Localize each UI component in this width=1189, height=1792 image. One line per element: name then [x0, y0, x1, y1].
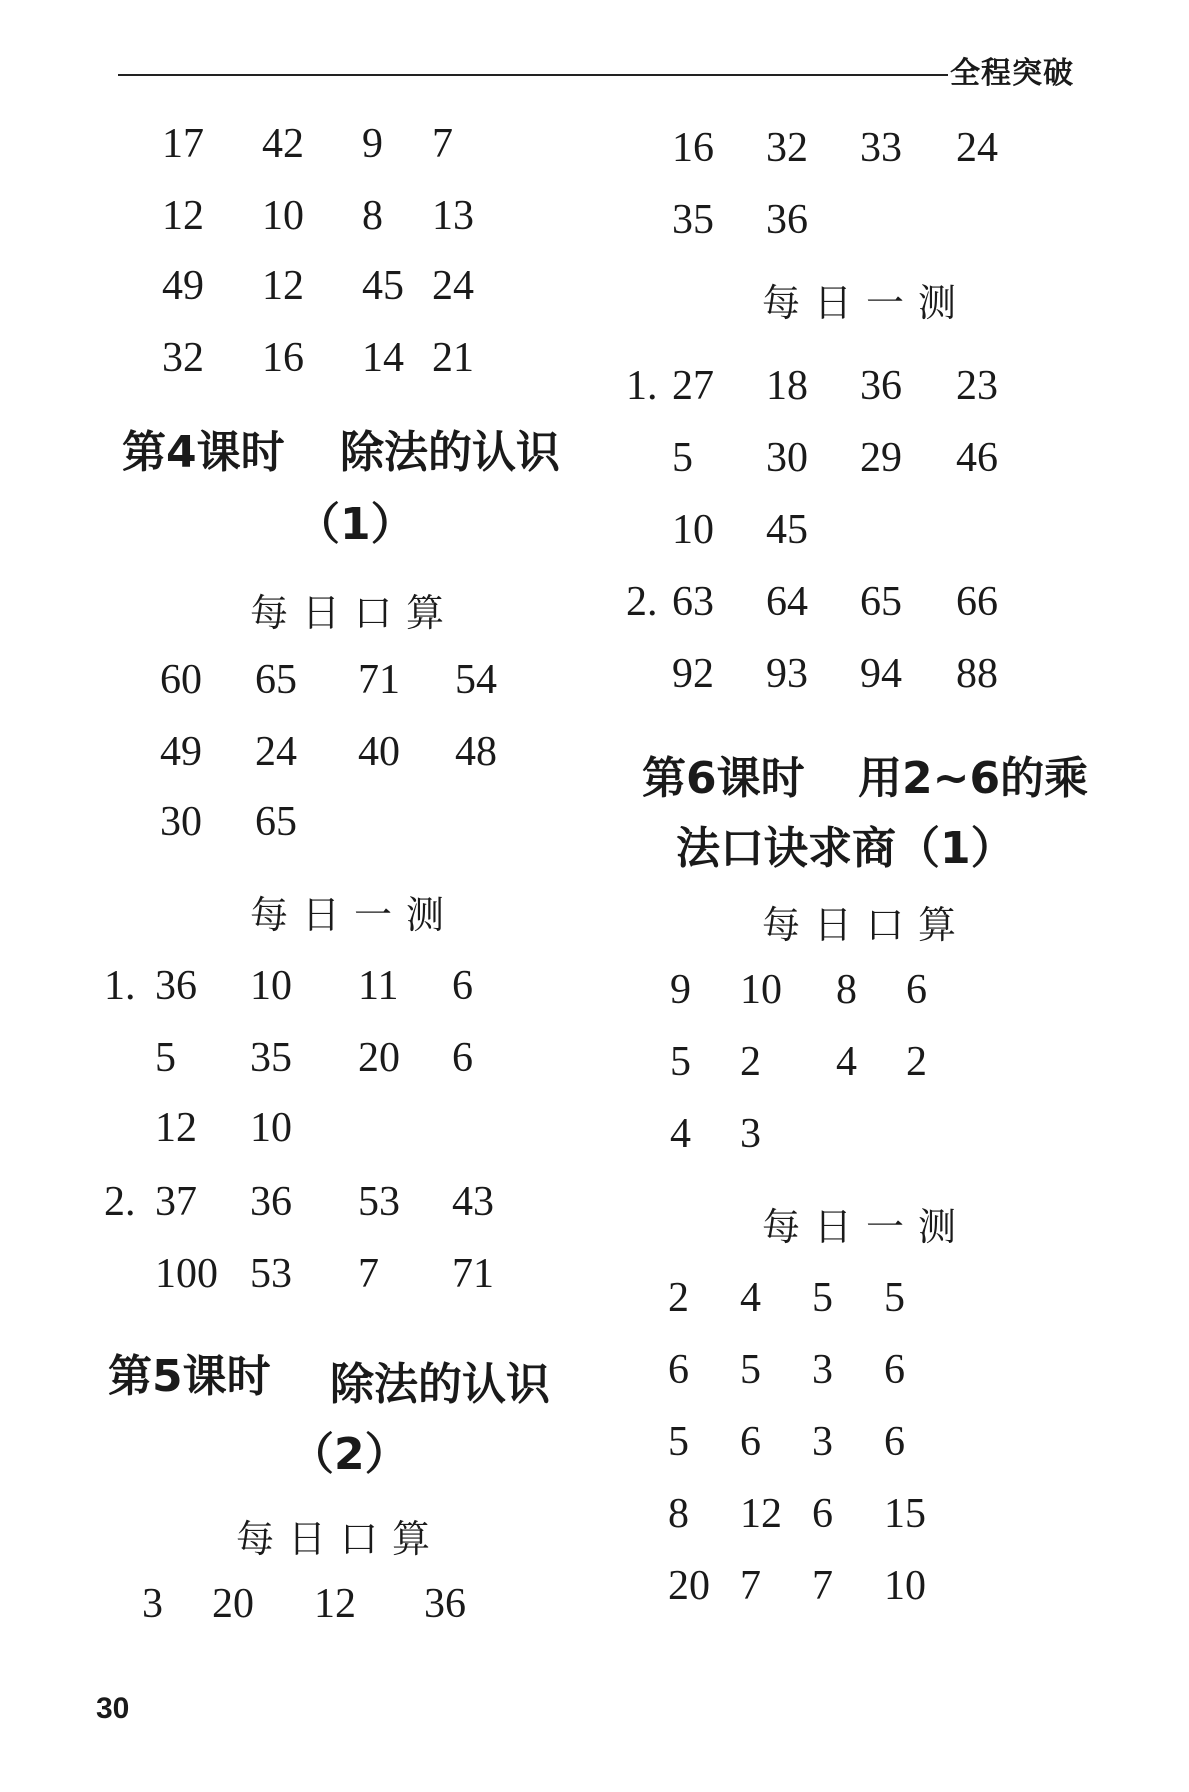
number-cell: 6 [668, 1347, 689, 1393]
number-cell: 43 [452, 1179, 494, 1225]
number-cell: 2. [104, 1179, 136, 1225]
number-cell: 20 [668, 1563, 710, 1609]
number-cell: 6 [884, 1347, 905, 1393]
number-cell: 48 [455, 729, 497, 775]
number-cell: 17 [162, 121, 204, 167]
number-cell: 16 [672, 125, 714, 171]
number-cell: 1. [104, 963, 136, 1009]
number-cell: 32 [162, 335, 204, 381]
number-cell: 12 [262, 263, 304, 309]
number-cell: 65 [860, 579, 902, 625]
number-cell: 20 [358, 1035, 400, 1081]
number-cell: 35 [672, 197, 714, 243]
section-label: 每日口算 [236, 1517, 445, 1561]
number-cell: 7 [740, 1563, 761, 1609]
number-cell: 88 [956, 651, 998, 697]
number-cell: 53 [358, 1179, 400, 1225]
number-cell: 10 [740, 967, 782, 1013]
number-cell: 14 [362, 335, 404, 381]
number-cell: 33 [860, 125, 902, 171]
number-cell: 2 [668, 1275, 689, 1321]
number-cell: 5 [672, 435, 693, 481]
number-cell: 8 [668, 1491, 689, 1537]
number-cell: 12 [740, 1491, 782, 1537]
lesson-title: 用2~6的乘 [858, 753, 1089, 804]
number-cell: 2 [906, 1039, 927, 1085]
number-cell: 71 [452, 1251, 494, 1297]
number-cell: 54 [455, 657, 497, 703]
number-cell: 4 [670, 1111, 691, 1157]
number-cell: 32 [766, 125, 808, 171]
number-cell: 12 [162, 193, 204, 239]
number-cell: 9 [670, 967, 691, 1013]
number-cell: 64 [766, 579, 808, 625]
number-cell: 36 [155, 963, 197, 1009]
number-cell: 37 [155, 1179, 197, 1225]
number-cell: 49 [162, 263, 204, 309]
lesson-title: 第4课时 [122, 427, 285, 478]
number-cell: 65 [255, 799, 297, 845]
number-cell: 65 [255, 657, 297, 703]
number-cell: 5 [812, 1275, 833, 1321]
section-label: 每日口算 [250, 591, 459, 635]
number-cell: 10 [884, 1563, 926, 1609]
number-cell: 12 [155, 1105, 197, 1151]
number-cell: 2. [626, 579, 658, 625]
number-cell: 5 [155, 1035, 176, 1081]
number-cell: 8 [836, 967, 857, 1013]
number-cell: 71 [358, 657, 400, 703]
number-cell: 66 [956, 579, 998, 625]
number-cell: 4 [836, 1039, 857, 1085]
number-cell: 24 [432, 263, 474, 309]
number-cell: 29 [860, 435, 902, 481]
number-cell: 3 [812, 1419, 833, 1465]
number-cell: 12 [314, 1581, 356, 1627]
number-cell: 7 [812, 1563, 833, 1609]
number-cell: 36 [424, 1581, 466, 1627]
lesson-title: 第5课时 [108, 1351, 271, 1402]
number-cell: 10 [250, 963, 292, 1009]
number-cell: 10 [672, 507, 714, 553]
section-label: 每日一测 [762, 281, 971, 325]
lesson-title: 第6课时 [642, 753, 805, 804]
lesson-title: 除法的认识 [340, 427, 560, 478]
number-cell: 45 [766, 507, 808, 553]
lesson-title: 除法的认识 [330, 1359, 550, 1410]
number-cell: 42 [262, 121, 304, 167]
section-label: 每日一测 [250, 893, 459, 937]
lesson-title: （1） [296, 499, 415, 550]
number-cell: 10 [250, 1105, 292, 1151]
number-cell: 5 [670, 1039, 691, 1085]
number-cell: 36 [766, 197, 808, 243]
number-cell: 18 [766, 363, 808, 409]
number-cell: 40 [358, 729, 400, 775]
number-cell: 7 [432, 121, 453, 167]
number-cell: 53 [250, 1251, 292, 1297]
number-cell: 35 [250, 1035, 292, 1081]
number-cell: 100 [155, 1251, 218, 1297]
section-label: 每日口算 [762, 903, 971, 947]
number-cell: 15 [884, 1491, 926, 1537]
number-cell: 63 [672, 579, 714, 625]
number-cell: 6 [812, 1491, 833, 1537]
number-cell: 94 [860, 651, 902, 697]
number-cell: 36 [250, 1179, 292, 1225]
number-cell: 5 [884, 1275, 905, 1321]
number-cell: 60 [160, 657, 202, 703]
number-cell: 6 [884, 1419, 905, 1465]
number-cell: 13 [432, 193, 474, 239]
number-cell: 36 [860, 363, 902, 409]
number-cell: 27 [672, 363, 714, 409]
number-cell: 6 [452, 963, 473, 1009]
number-cell: 49 [160, 729, 202, 775]
number-cell: 2 [740, 1039, 761, 1085]
number-cell: 92 [672, 651, 714, 697]
number-cell: 11 [358, 963, 399, 1009]
number-cell: 24 [255, 729, 297, 775]
number-cell: 46 [956, 435, 998, 481]
section-label: 每日一测 [762, 1205, 971, 1249]
number-cell: 93 [766, 651, 808, 697]
number-cell: 9 [362, 121, 383, 167]
number-cell: 21 [432, 335, 474, 381]
number-cell: 6 [452, 1035, 473, 1081]
number-cell: 5 [740, 1347, 761, 1393]
number-cell: 16 [262, 335, 304, 381]
number-cell: 7 [358, 1251, 379, 1297]
number-cell: 10 [262, 193, 304, 239]
number-cell: 1. [626, 363, 658, 409]
number-cell: 24 [956, 125, 998, 171]
number-cell: 20 [212, 1581, 254, 1627]
header-rule [118, 74, 948, 76]
number-cell: 23 [956, 363, 998, 409]
number-cell: 3 [740, 1111, 761, 1157]
lesson-title: 法口诀求商（1） [676, 823, 1015, 874]
number-cell: 6 [906, 967, 927, 1013]
brand-title: 全程突破 [950, 56, 1074, 91]
lesson-title: （2） [290, 1429, 409, 1480]
number-cell: 4 [740, 1275, 761, 1321]
page-number: 30 [96, 1692, 130, 1725]
number-cell: 45 [362, 263, 404, 309]
number-cell: 6 [740, 1419, 761, 1465]
number-cell: 5 [668, 1419, 689, 1465]
number-cell: 30 [766, 435, 808, 481]
number-cell: 3 [812, 1347, 833, 1393]
number-cell: 8 [362, 193, 383, 239]
number-cell: 30 [160, 799, 202, 845]
number-cell: 3 [142, 1581, 163, 1627]
